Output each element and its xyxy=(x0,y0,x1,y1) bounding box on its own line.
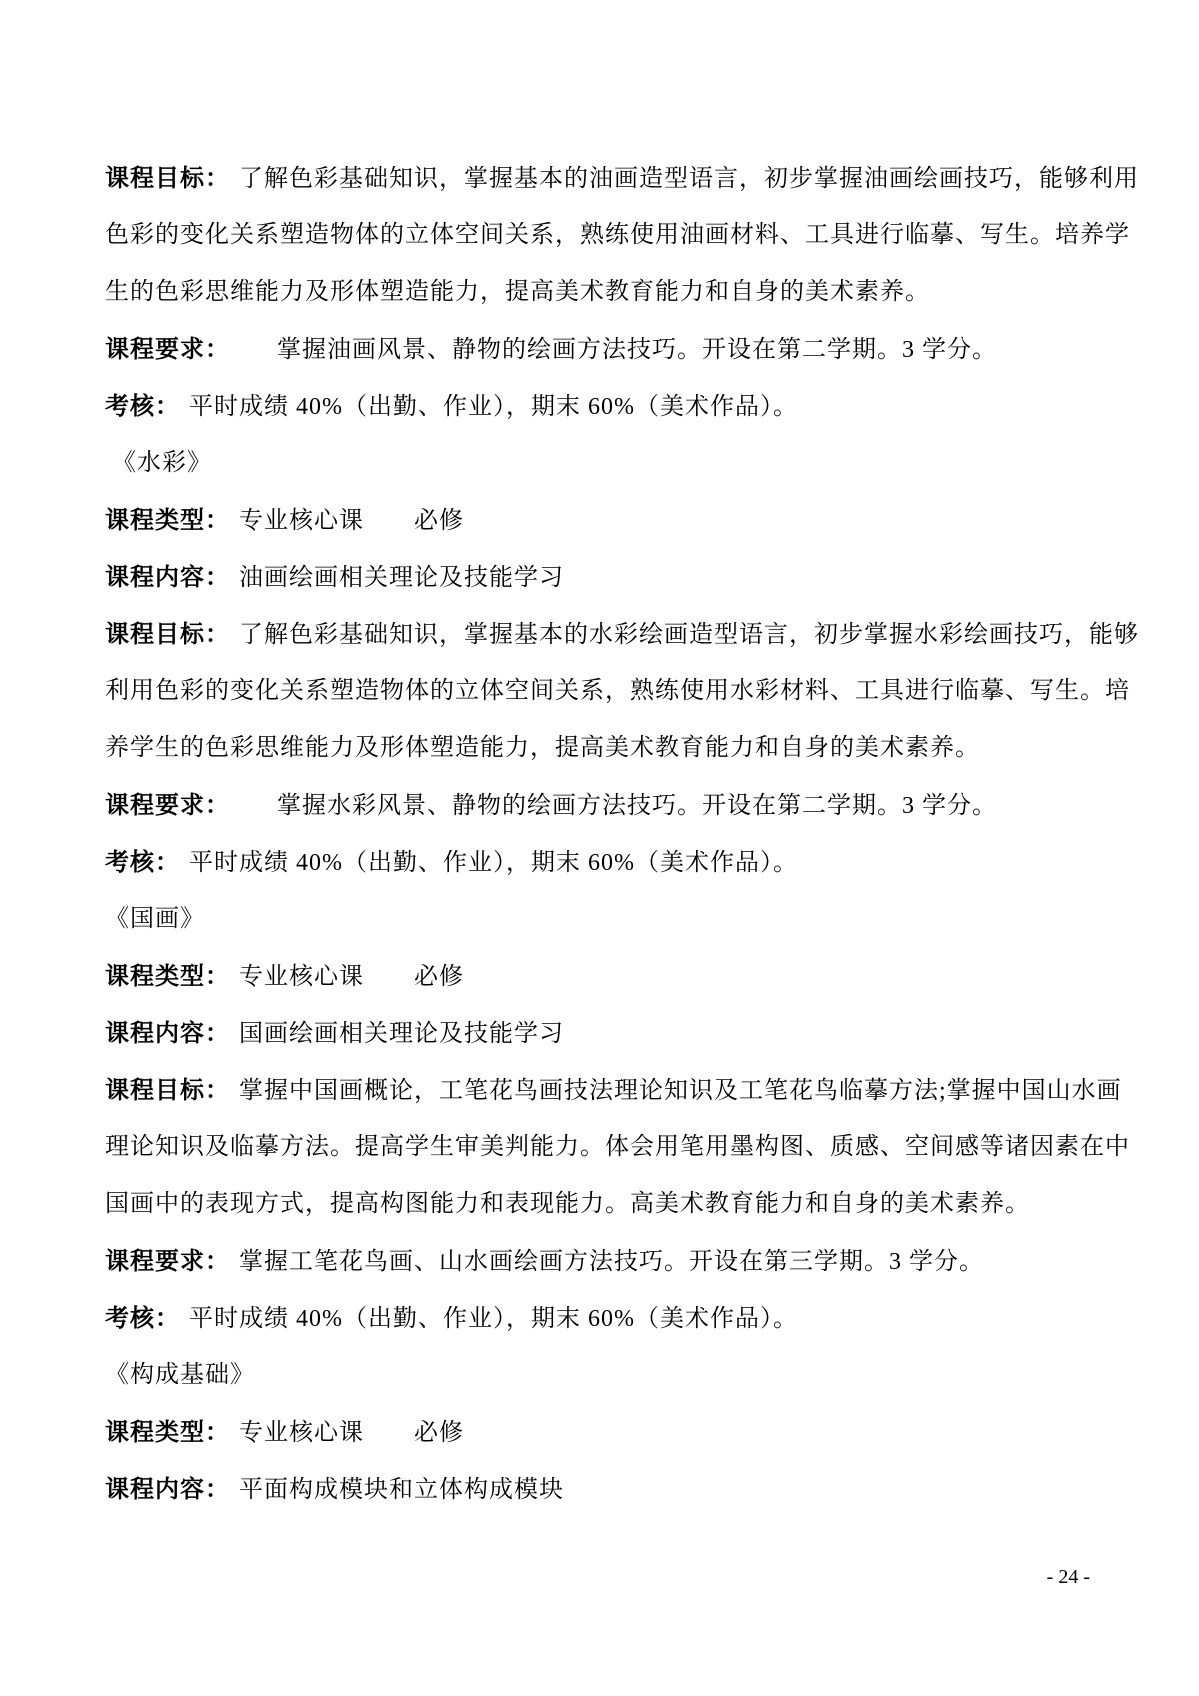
field-text: 平面构成模块和立体构成模块 xyxy=(239,1477,564,1503)
doc-line xyxy=(105,1233,1145,1290)
course-title-text: 《构成基础》 xyxy=(105,1362,255,1388)
doc-line xyxy=(105,264,1145,321)
field-text: 国画中的表现方式，提高构图能力和表现能力。高美术教育能力和自身的美术素养。 xyxy=(105,1191,1030,1217)
field-label: 考核： xyxy=(105,849,180,876)
field-text: 色彩的变化关系塑造物体的立体空间关系，熟练使用油画材料、工具进行临摹、写生。培养学 xyxy=(105,222,1130,248)
doc-line xyxy=(105,1005,1145,1062)
course-title-text: 《水彩》 xyxy=(105,450,212,476)
field-label: 课程类型： xyxy=(105,1419,230,1446)
document-text-block xyxy=(105,150,1145,1518)
field-label: 课程内容： xyxy=(105,1020,230,1047)
doc-line-course-title xyxy=(105,891,1145,948)
field-text: 养学生的色彩思维能力及形体塑造能力，提高美术教育能力和自身的美术素养。 xyxy=(105,735,980,761)
field-label: 课程内容： xyxy=(105,1476,230,1503)
page-number: - 24 - xyxy=(1046,1566,1090,1588)
field-label: 课程目标： xyxy=(105,165,230,192)
field-label: 课程内容： xyxy=(105,564,230,591)
field-label: 课程要求： xyxy=(105,336,218,363)
field-text: 国画绘画相关理论及技能学习 xyxy=(239,1021,564,1047)
field-text: 专业核心课 必修 xyxy=(239,508,464,534)
field-label: 课程要求： xyxy=(105,1248,230,1275)
field-label: 课程类型： xyxy=(105,507,230,534)
field-text: 平时成绩 40%（出勤、作业），期末 60%（美术作品）。 xyxy=(189,1306,798,1332)
doc-line xyxy=(105,549,1145,606)
course-title-text: 《国画》 xyxy=(105,906,205,932)
doc-line xyxy=(105,207,1145,264)
doc-line xyxy=(105,948,1145,1005)
doc-line xyxy=(105,720,1145,777)
doc-line xyxy=(105,1062,1145,1119)
field-text: 专业核心课 必修 xyxy=(239,964,464,990)
field-text: 了解色彩基础知识，掌握基本的水彩绘画造型语言，初步掌握水彩绘画技巧，能够 xyxy=(239,622,1139,648)
field-label: 课程要求： xyxy=(105,792,218,819)
field-text: 专业核心课 必修 xyxy=(239,1420,464,1446)
field-text: 掌握水彩风景、静物的绘画方法技巧。开设在第二学期。3 学分。 xyxy=(227,793,997,819)
field-text: 掌握中国画概论，工笔花鸟画技法理论知识及工笔花鸟临摹方法;掌握中国山水画 xyxy=(239,1078,1122,1104)
field-label: 课程目标： xyxy=(105,1077,230,1104)
field-label: 课程目标： xyxy=(105,621,230,648)
field-text: 生的色彩思维能力及形体塑造能力，提高美术教育能力和自身的美术素养。 xyxy=(105,279,930,305)
field-text: 平时成绩 40%（出勤、作业），期末 60%（美术作品）。 xyxy=(189,850,798,876)
doc-line xyxy=(105,378,1145,435)
doc-line xyxy=(105,1290,1145,1347)
doc-line xyxy=(105,492,1145,549)
field-text: 掌握工笔花鸟画、山水画绘画方法技巧。开设在第三学期。3 学分。 xyxy=(239,1249,984,1275)
field-text: 掌握油画风景、静物的绘画方法技巧。开设在第二学期。3 学分。 xyxy=(227,337,997,363)
doc-line-course-title xyxy=(105,435,1145,492)
doc-line xyxy=(105,1404,1145,1461)
doc-line xyxy=(105,663,1145,720)
doc-line xyxy=(105,1119,1145,1176)
doc-line xyxy=(105,606,1145,663)
doc-line xyxy=(105,150,1145,207)
field-label: 考核： xyxy=(105,1305,180,1332)
field-text: 平时成绩 40%（出勤、作业），期末 60%（美术作品）。 xyxy=(189,394,798,420)
doc-line xyxy=(105,321,1145,378)
field-text: 了解色彩基础知识，掌握基本的油画造型语言，初步掌握油画绘画技巧，能够利用 xyxy=(239,166,1139,192)
doc-line xyxy=(105,1461,1145,1518)
doc-line xyxy=(105,1176,1145,1233)
field-text: 利用色彩的变化关系塑造物体的立体空间关系，熟练使用水彩材料、工具进行临摹、写生。培 xyxy=(105,678,1130,704)
doc-line-course-title xyxy=(105,1347,1145,1404)
field-label: 考核： xyxy=(105,393,180,420)
doc-line xyxy=(105,777,1145,834)
doc-line xyxy=(105,834,1145,891)
field-label: 课程类型： xyxy=(105,963,230,990)
field-text: 理论知识及临摹方法。提高学生审美判能力。体会用笔用墨构图、质感、空间感等诸因素在中 xyxy=(105,1134,1130,1160)
field-text: 油画绘画相关理论及技能学习 xyxy=(239,565,564,591)
